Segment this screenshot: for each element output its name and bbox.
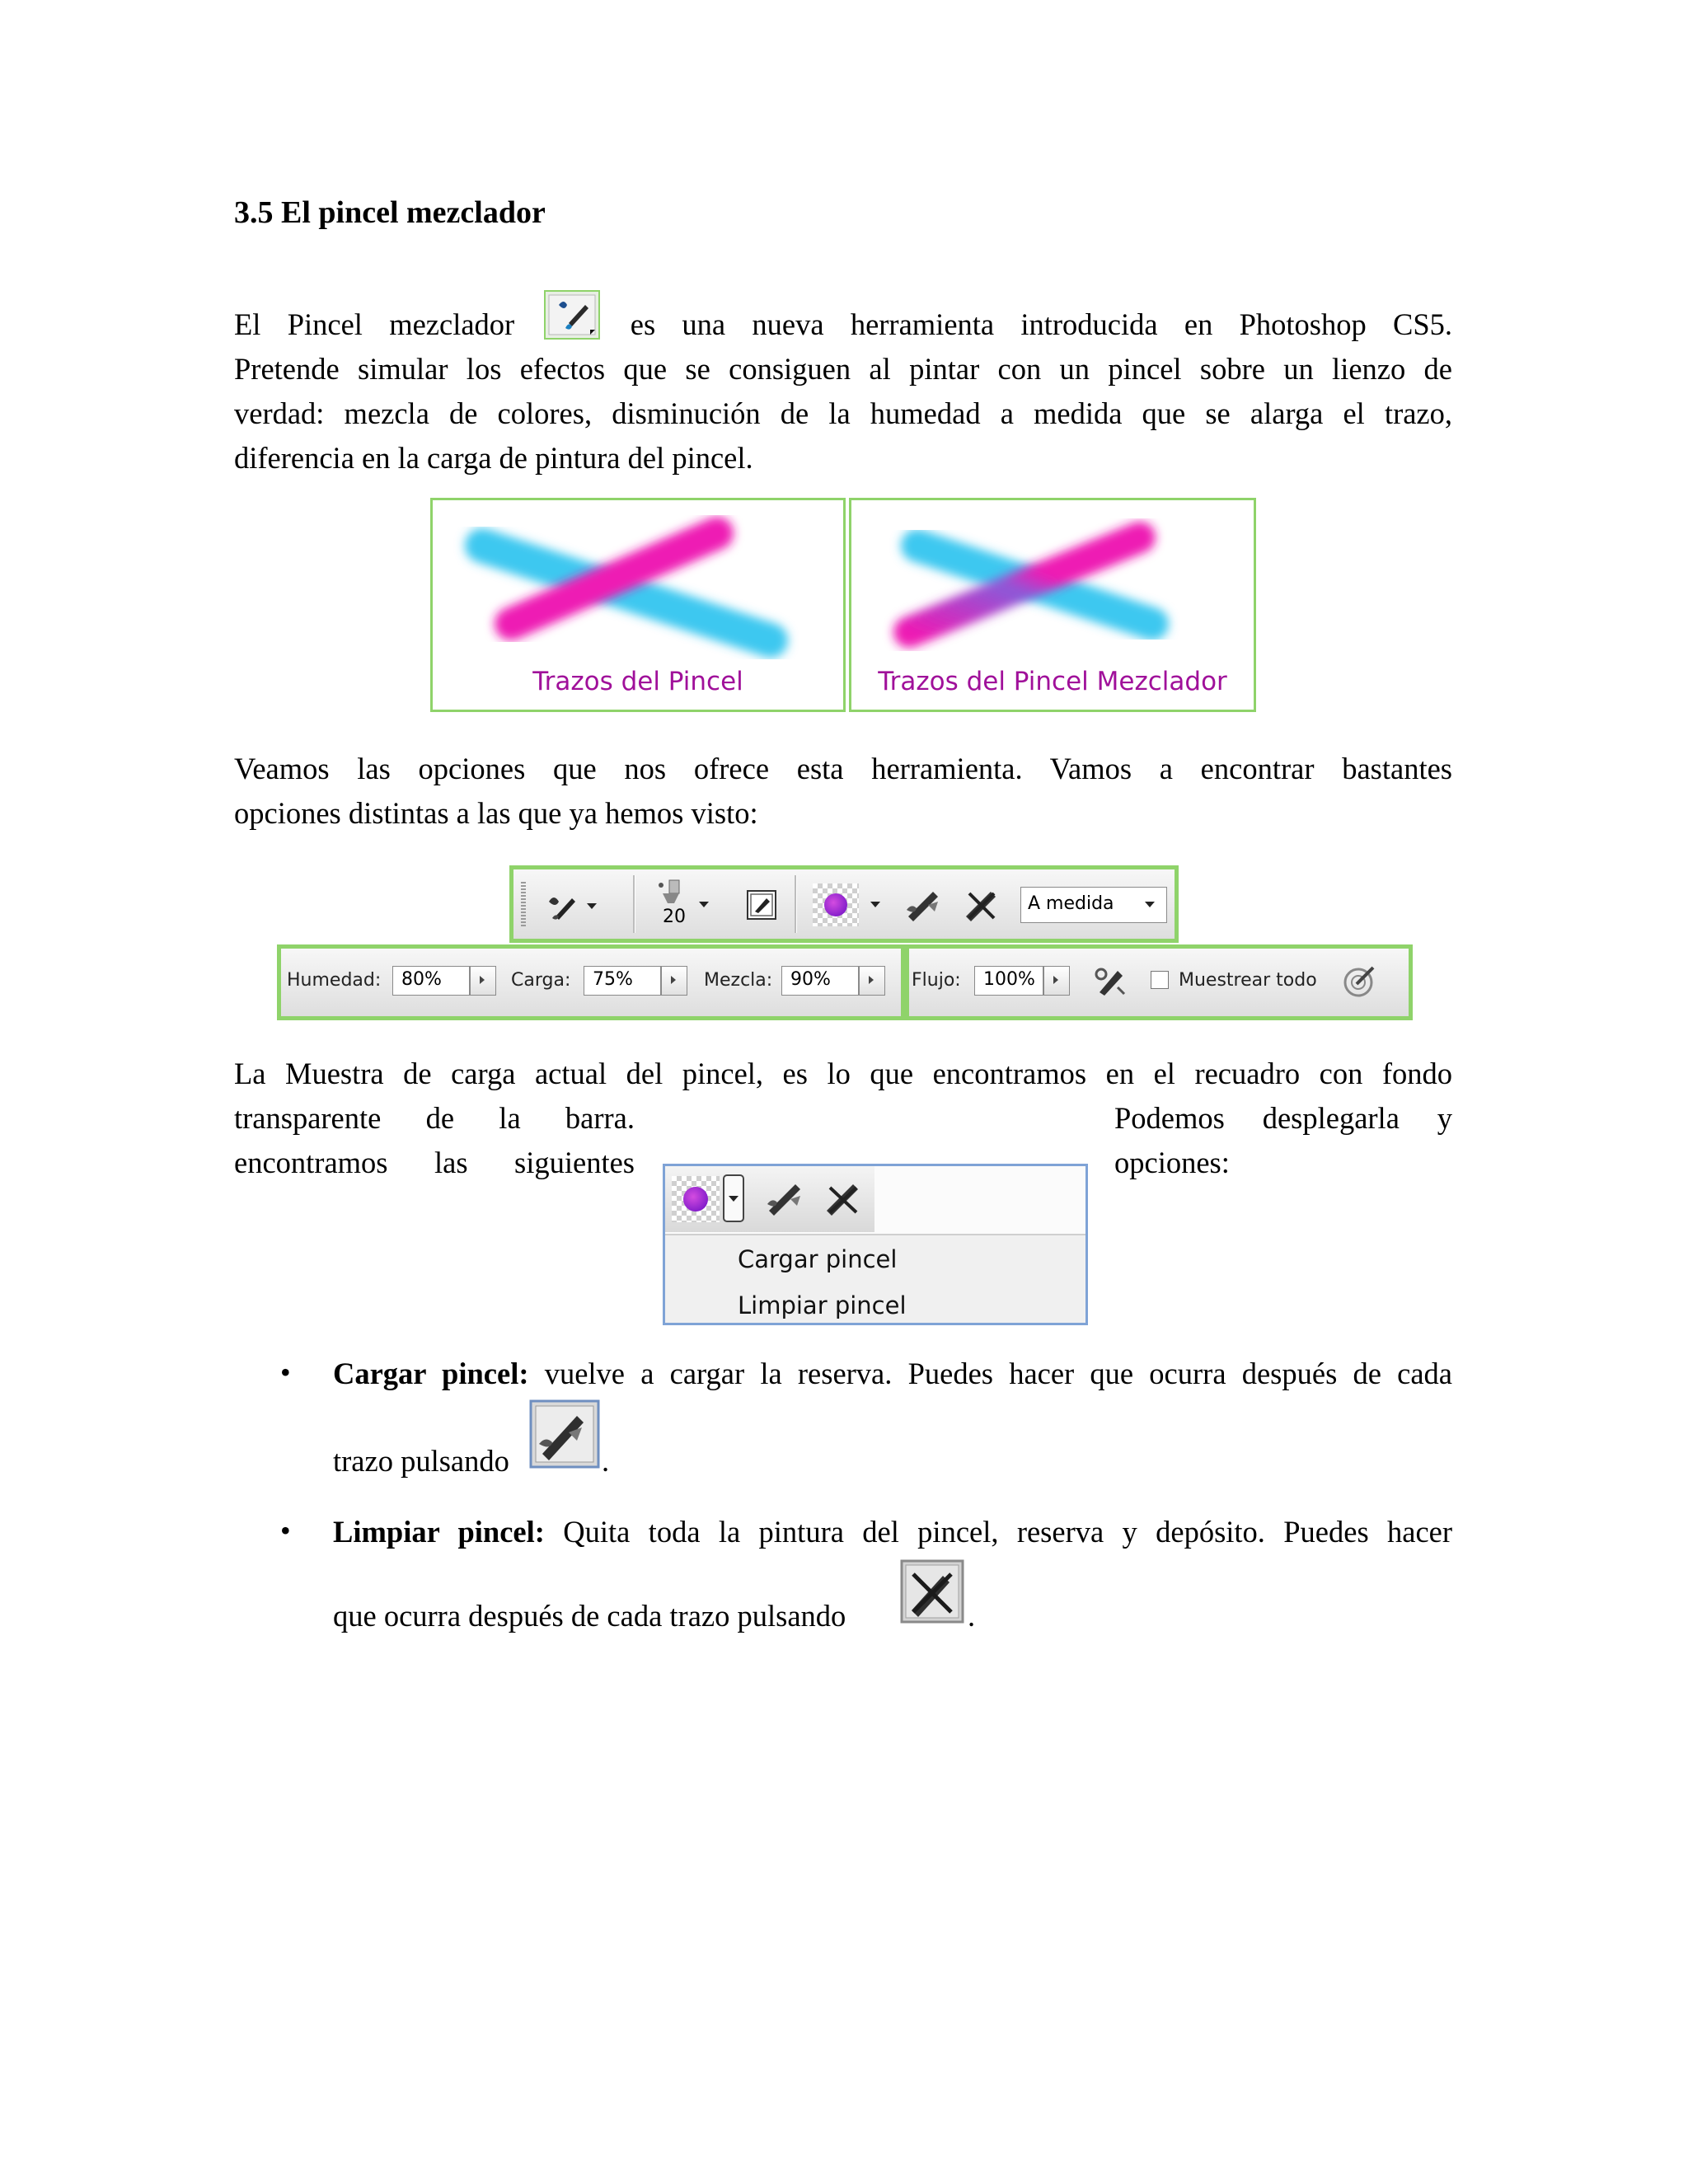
- menu-item-cargar-pincel[interactable]: Cargar pincel: [738, 1245, 898, 1273]
- load-brush-icon: [764, 1178, 807, 1219]
- load-brush-after-stroke-toggle[interactable]: [903, 885, 945, 923]
- brush-picker[interactable]: [654, 877, 712, 935]
- cargar-item-line2: trazo pulsando: [333, 1444, 509, 1478]
- chevron-right-icon: [1044, 967, 1067, 993]
- muestra-right-col: Podemos desplegarla y opciones:: [1114, 1101, 1452, 1179]
- clean-brush-icon: [822, 1178, 865, 1219]
- load-brush-icon: [903, 885, 945, 923]
- clean-brush-button-icon: [900, 1559, 964, 1624]
- brush-size-label: 20: [663, 907, 686, 927]
- mezcla-label: Mezcla:: [704, 970, 773, 991]
- muestra-left-col: transparente de la barra. encontramos las siguientes: [234, 1101, 635, 1179]
- intro-line-1: El Pincel mezclador es una nueva herramienta introducida en Photoshop CS5.: [234, 290, 1452, 347]
- clean-brush-after-stroke-toggle[interactable]: [961, 885, 1002, 923]
- menu-item-limpiar-pincel[interactable]: Limpiar pincel: [738, 1291, 907, 1319]
- intro-paragraph: El Pincel mezclador es una nueva herramienta introducida en Photoshop CS5. Pretende simular los efectos que se consiguen al pintar con un pincel sobre un lienzo de verdad: mezcla de colores, disminución de la humedad a medida que se alarga el trazo, diferencia en la carga de pintura del pincel.: [234, 290, 1452, 480]
- stroke-figure-right: [849, 498, 1256, 712]
- brush-icon: [654, 877, 687, 907]
- section-title: 3.5 El pincel mezclador: [234, 195, 546, 230]
- carga-slider-toggle[interactable]: [661, 966, 687, 996]
- airbrush-toggle[interactable]: [1093, 963, 1131, 999]
- airbrush-icon: [1093, 963, 1131, 999]
- brush-panel-icon: [745, 888, 778, 921]
- options-paragraph: Veamos las opciones que nos ofrece esta herramienta. Vamos a encontrar bastantes opciones distintas a las que ya hemos visto:: [234, 752, 1452, 830]
- current-brush-load-swatch[interactable]: [672, 1176, 720, 1222]
- chevron-right-icon: [860, 967, 883, 993]
- humedad-label: Humedad:: [287, 970, 382, 991]
- left-caption: Trazos del Pincel: [532, 667, 743, 696]
- carga-input[interactable]: 75%: [584, 966, 661, 996]
- swatch-dropdown-button[interactable]: [723, 1174, 744, 1222]
- toolbar-grip[interactable]: [521, 882, 526, 928]
- pressure-size-toggle[interactable]: [1340, 961, 1380, 1001]
- tool-preset-picker[interactable]: [542, 883, 600, 925]
- swatch-dropdown-arrow[interactable]: [870, 902, 880, 907]
- sample-all-layers-checkbox[interactable]: [1151, 971, 1169, 989]
- bullet-cargar: •: [280, 1356, 291, 1389]
- mixer-brush-tool-icon: [544, 290, 600, 340]
- load-brush-after-stroke-toggle[interactable]: [764, 1178, 807, 1219]
- chevron-right-icon: [471, 967, 494, 993]
- limpiar-item: Limpiar pincel: Quita toda la pintura del pincel, reserva y depósito. Puedes hacer: [333, 1515, 1453, 1549]
- options-toolbar-row2: [277, 944, 1413, 1020]
- flujo-input[interactable]: 100%: [974, 966, 1043, 996]
- pressure-icon: [1340, 961, 1380, 1001]
- limpiar-end: .: [968, 1599, 976, 1633]
- current-brush-load-swatch[interactable]: [813, 883, 859, 926]
- mezcla-slider-toggle[interactable]: [859, 966, 885, 996]
- chevron-right-icon: [662, 967, 685, 993]
- chevron-down-icon: [1145, 902, 1155, 907]
- options-toolbar: [509, 865, 1179, 943]
- mix-preset-select[interactable]: A medida: [1020, 887, 1167, 923]
- carga-label: Carga:: [511, 970, 571, 991]
- humedad-slider-toggle[interactable]: [470, 966, 496, 996]
- brush-load-dropdown-screenshot: [663, 1164, 1088, 1325]
- limpiar-item-line2: que ocurra después de cada trazo pulsando: [333, 1599, 846, 1633]
- humedad-input[interactable]: 80%: [392, 966, 470, 996]
- load-brush-button-icon: [529, 1399, 600, 1469]
- right-caption: Trazos del Pincel Mezclador: [878, 667, 1227, 696]
- cargar-end: .: [602, 1444, 610, 1478]
- cargar-item: Cargar pincel: vuelve a cargar la reserva. Puedes hacer que ocurra después de cada: [333, 1357, 1453, 1390]
- flujo-label: Flujo:: [912, 970, 961, 991]
- bullet-limpiar: •: [280, 1514, 291, 1547]
- clean-brush-after-stroke-toggle[interactable]: [822, 1178, 865, 1219]
- clean-brush-icon: [961, 885, 1002, 923]
- chevron-down-icon: [729, 1196, 738, 1202]
- stroke-figure-left: [430, 498, 846, 712]
- muestra-paragraph: La Muestra de carga actual del pincel, es lo que encontramos en el recuadro con fondo: [234, 1057, 1452, 1090]
- brush-panel-toggle[interactable]: [745, 888, 778, 921]
- chevron-down-icon: [587, 903, 597, 909]
- chevron-down-icon: [699, 902, 709, 907]
- muestrear-label: Muestrear todo: [1179, 970, 1317, 991]
- flujo-slider-toggle[interactable]: [1043, 966, 1070, 996]
- mezcla-input[interactable]: 90%: [781, 966, 859, 996]
